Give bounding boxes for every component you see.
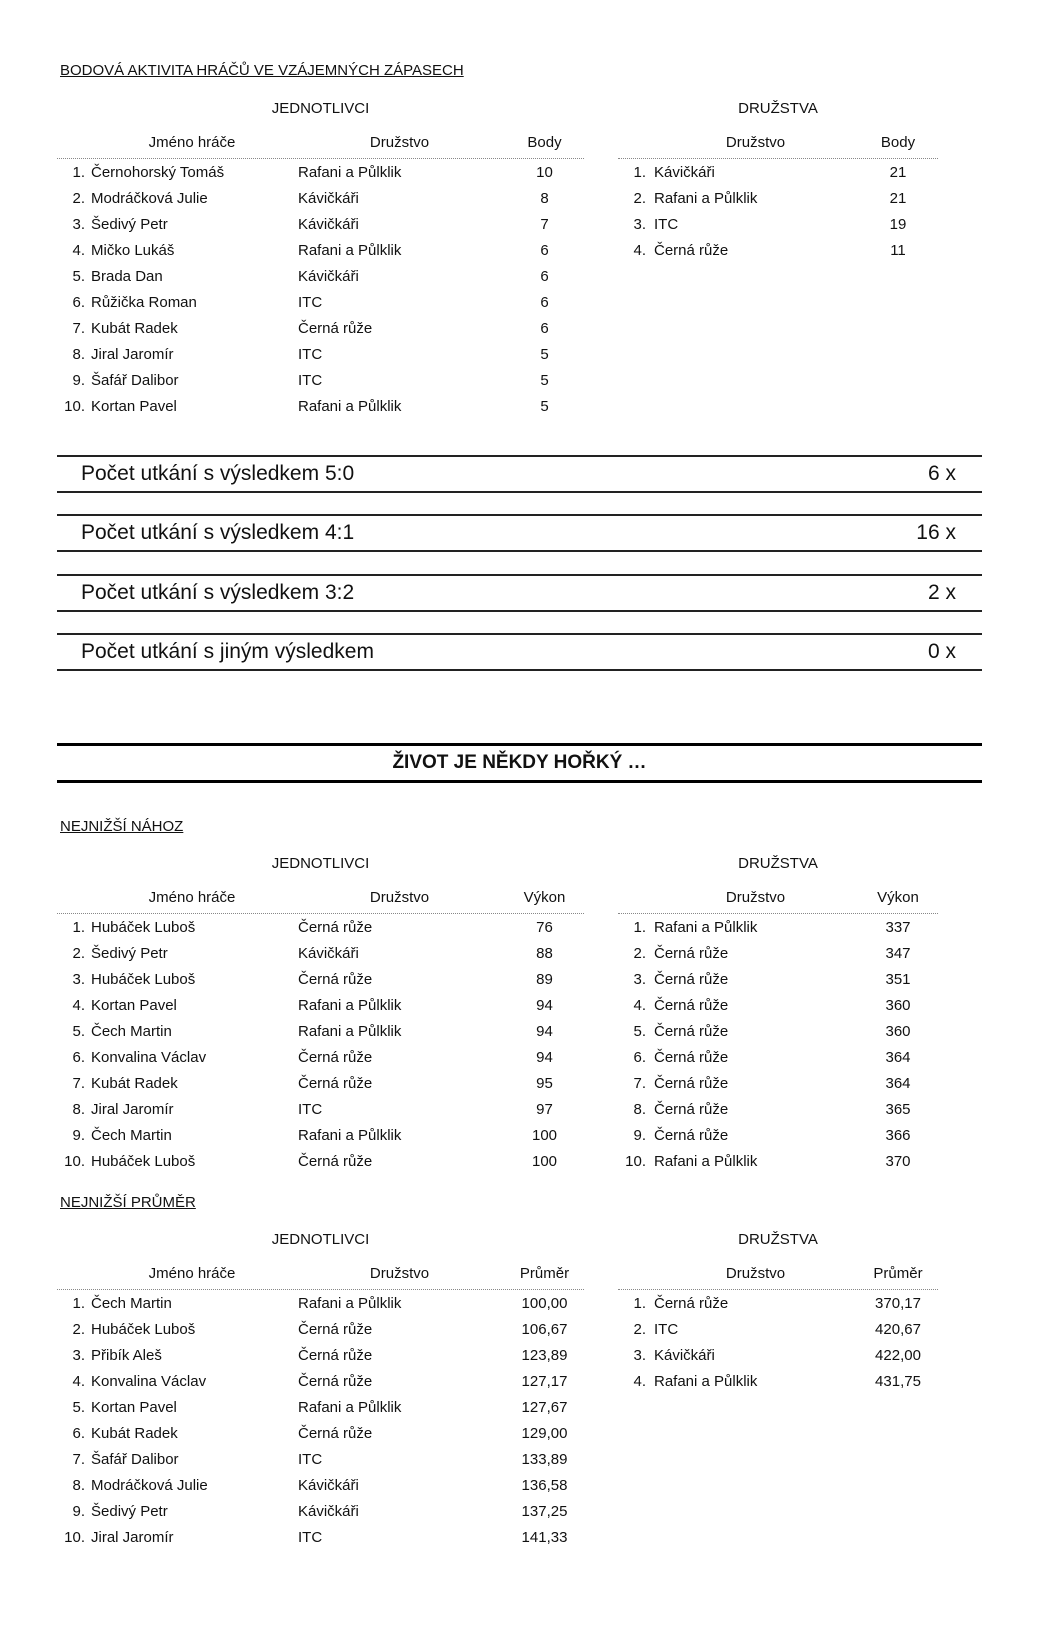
table-row	[57, 393, 584, 419]
team-name: Černá růže	[298, 919, 373, 936]
player-name: Přibík Aleš	[91, 1347, 162, 1364]
column-header: Jméno hráče	[148, 1265, 236, 1282]
table-row	[618, 1290, 938, 1316]
table-row	[57, 1122, 584, 1148]
rank: 6.	[72, 294, 85, 311]
value: 365	[885, 1101, 911, 1118]
player-name: Konvalina Václav	[91, 1373, 207, 1390]
rank: 4.	[72, 1373, 85, 1390]
column-header: Jméno hráče	[148, 889, 236, 906]
stat-row	[57, 633, 982, 671]
team-name: Černá růže	[654, 971, 729, 988]
rank: 8.	[72, 1101, 85, 1118]
player-name: Kubát Radek	[91, 320, 178, 337]
table-row	[57, 992, 584, 1018]
value: 5	[540, 346, 549, 363]
column-header: Body	[880, 134, 916, 151]
table-header	[618, 883, 938, 914]
team-name: Černá růže	[298, 1373, 373, 1390]
table-row	[57, 237, 584, 263]
team-name: Rafani a Půlklik	[654, 1373, 758, 1390]
table-row	[618, 1148, 938, 1174]
value: 133,89	[521, 1451, 568, 1468]
rank: 1.	[72, 1295, 85, 1312]
rank: 2.	[72, 190, 85, 207]
rank: 5.	[633, 1023, 646, 1040]
player-name: Šedivý Petr	[91, 945, 168, 962]
team-name: Černá růže	[654, 1075, 729, 1092]
table-row	[618, 1044, 938, 1070]
team-name: Kávičkáři	[298, 945, 359, 962]
table-row	[57, 1394, 584, 1420]
table-row	[618, 992, 938, 1018]
table-row	[57, 1316, 584, 1342]
rank: 10.	[64, 1153, 85, 1170]
team-name: ITC	[298, 294, 323, 311]
value: 360	[885, 997, 911, 1014]
player-name: Čech Martin	[91, 1295, 172, 1312]
rank: 9.	[72, 372, 85, 389]
rank: 1.	[72, 919, 85, 936]
team-name: Černá růže	[654, 945, 729, 962]
value: 370,17	[875, 1295, 921, 1312]
rank: 3.	[633, 1347, 646, 1364]
team-name: Rafani a Půlklik	[298, 997, 402, 1014]
rank: 6.	[72, 1049, 85, 1066]
table-row	[618, 1018, 938, 1044]
value: 21	[889, 190, 907, 207]
teams-table	[618, 883, 938, 1174]
rank: 2.	[72, 945, 85, 962]
value: 136,58	[521, 1477, 568, 1494]
value: 137,25	[521, 1503, 568, 1520]
team-name: ITC	[298, 1101, 323, 1118]
table-row	[57, 315, 584, 341]
rank: 3.	[633, 971, 646, 988]
team-name: Kávičkáři	[298, 190, 359, 207]
value: 6	[540, 268, 549, 285]
column-header: Průměr	[519, 1265, 570, 1282]
table-row	[57, 341, 584, 367]
value: 88	[536, 945, 553, 962]
rank: 4.	[633, 242, 646, 259]
column-header: Družstvo	[369, 134, 430, 151]
stat-value: 6 x	[927, 462, 956, 485]
table-row	[57, 1070, 584, 1096]
table-row	[618, 1070, 938, 1096]
value: 100,00	[521, 1295, 568, 1312]
rank: 5.	[72, 1023, 85, 1040]
table-row	[57, 263, 584, 289]
section-banner	[57, 743, 982, 783]
team-name: Rafani a Půlklik	[298, 1295, 402, 1312]
rank: 2.	[633, 945, 646, 962]
rank: 3.	[72, 971, 85, 988]
rank: 8.	[72, 346, 85, 363]
table-header	[618, 1259, 938, 1290]
table-row	[57, 940, 584, 966]
value: 141,33	[521, 1529, 568, 1546]
team-name: Rafani a Půlklik	[654, 1153, 758, 1170]
teams-table	[618, 128, 938, 263]
player-name: Hubáček Luboš	[91, 919, 196, 936]
section-title-lowest-average: NEJNIŽŠÍ PRŮMĚR	[60, 1194, 196, 1211]
column-header: Výkon	[523, 889, 566, 906]
value: 127,67	[521, 1399, 568, 1416]
player-name: Kortan Pavel	[91, 997, 177, 1014]
team-name: Černá růže	[298, 1425, 373, 1442]
team-name: ITC	[298, 346, 323, 363]
team-name: Rafani a Půlklik	[298, 1399, 402, 1416]
table-row	[618, 1368, 938, 1394]
rank: 5.	[72, 1399, 85, 1416]
value: 5	[540, 372, 549, 389]
value: 360	[885, 1023, 911, 1040]
player-name: Šedivý Petr	[91, 216, 168, 233]
table-row	[57, 966, 584, 992]
table-row	[57, 1368, 584, 1394]
player-name: Čech Martin	[91, 1127, 172, 1144]
rank: 1.	[633, 1295, 646, 1312]
value: 422,00	[875, 1347, 921, 1364]
stat-row	[57, 574, 982, 612]
stat-label: Počet utkání s jiným výsledkem	[81, 640, 374, 663]
teams-heading: DRUŽSTVA	[738, 855, 818, 872]
value: 10	[536, 164, 553, 181]
individuals-heading: JEDNOTLIVCI	[271, 855, 370, 872]
table-row	[57, 367, 584, 393]
team-name: Černá růže	[298, 971, 373, 988]
value: 6	[540, 242, 549, 259]
player-name: Kortan Pavel	[91, 1399, 177, 1416]
team-name: ITC	[654, 216, 679, 233]
team-name: Černá růže	[654, 1127, 729, 1144]
table-row	[618, 1096, 938, 1122]
team-name: Rafani a Půlklik	[654, 190, 758, 207]
table-row	[57, 1018, 584, 1044]
player-name: Černohorský Tomáš	[91, 164, 225, 181]
column-header: Průměr	[873, 1265, 923, 1282]
player-name: Čech Martin	[91, 1023, 172, 1040]
individuals-heading: JEDNOTLIVCI	[271, 100, 370, 117]
value: 106,67	[521, 1321, 568, 1338]
player-name: Mičko Lukáš	[91, 242, 175, 259]
rank: 1.	[633, 919, 646, 936]
player-name: Hubáček Luboš	[91, 1153, 196, 1170]
value: 370	[885, 1153, 911, 1170]
value: 123,89	[521, 1347, 568, 1364]
rank: 5.	[72, 268, 85, 285]
team-name: Černá růže	[654, 1049, 729, 1066]
stat-label: Počet utkání s výsledkem 3:2	[81, 581, 355, 604]
stat-value: 2 x	[927, 581, 956, 604]
table-row	[57, 1290, 584, 1316]
table-row	[57, 1446, 584, 1472]
value: 94	[536, 1049, 553, 1066]
table-header	[57, 1259, 584, 1290]
rank: 9.	[633, 1127, 646, 1144]
player-name: Brada Dan	[91, 268, 163, 285]
player-name: Jiral Jaromír	[91, 1101, 174, 1118]
rank: 7.	[72, 320, 85, 337]
table-header	[57, 883, 584, 914]
table-row	[618, 1122, 938, 1148]
team-name: ITC	[298, 372, 323, 389]
team-name: Kávičkáři	[298, 1503, 359, 1520]
table-row	[618, 237, 938, 263]
value: 351	[885, 971, 911, 988]
value: 366	[885, 1127, 911, 1144]
rank: 10.	[64, 398, 85, 415]
player-name: Šafář Dalibor	[91, 372, 179, 389]
rank: 8.	[72, 1477, 85, 1494]
player-name: Kubát Radek	[91, 1075, 178, 1092]
player-name: Kubát Radek	[91, 1425, 178, 1442]
column-header: Družstvo	[725, 134, 786, 151]
player-name: Modráčková Julie	[91, 190, 208, 207]
value: 364	[885, 1075, 911, 1092]
value: 420,67	[875, 1321, 921, 1338]
table-row	[618, 159, 938, 185]
player-name: Hubáček Luboš	[91, 1321, 196, 1338]
table-row	[57, 1498, 584, 1524]
value: 364	[885, 1049, 911, 1066]
team-name: Černá růže	[654, 1023, 729, 1040]
individuals-heading: JEDNOTLIVCI	[271, 1231, 370, 1248]
table-row	[57, 211, 584, 237]
team-name: Rafani a Půlklik	[298, 1023, 402, 1040]
column-header: Družstvo	[725, 1265, 786, 1282]
rank: 4.	[72, 997, 85, 1014]
rank: 9.	[72, 1127, 85, 1144]
value: 6	[540, 320, 549, 337]
rank: 4.	[72, 242, 85, 259]
table-row	[618, 185, 938, 211]
team-name: Kávičkáři	[298, 1477, 359, 1494]
player-name: Šafář Dalibor	[91, 1451, 179, 1468]
column-header: Družstvo	[369, 889, 430, 906]
team-name: Černá růže	[654, 1295, 729, 1312]
column-header: Výkon	[877, 889, 919, 906]
table-row	[57, 1420, 584, 1446]
table-header	[57, 128, 584, 159]
rank: 10.	[64, 1529, 85, 1546]
rank: 6.	[72, 1425, 85, 1442]
team-name: Kávičkáři	[298, 268, 359, 285]
rank: 8.	[633, 1101, 646, 1118]
team-name: Kávičkáři	[654, 1347, 715, 1364]
value: 21	[889, 164, 907, 181]
stat-row	[57, 455, 982, 493]
stat-row	[57, 514, 982, 552]
player-name: Šedivý Petr	[91, 1503, 168, 1520]
value: 89	[536, 971, 553, 988]
table-row	[57, 914, 584, 940]
rank: 2.	[633, 190, 646, 207]
value: 94	[536, 1023, 553, 1040]
value: 7	[540, 216, 549, 233]
team-name: Kávičkáři	[654, 164, 715, 181]
rank: 3.	[633, 216, 646, 233]
value: 11	[890, 242, 906, 259]
table-row	[57, 289, 584, 315]
table-row	[57, 1524, 584, 1550]
value: 347	[885, 945, 911, 962]
team-name: ITC	[298, 1451, 323, 1468]
table-row	[618, 966, 938, 992]
team-name: Černá růže	[298, 1321, 373, 1338]
value: 76	[536, 919, 553, 936]
table-row	[57, 1472, 584, 1498]
value: 5	[540, 398, 549, 415]
table-row	[57, 159, 584, 185]
rank: 3.	[72, 1347, 85, 1364]
table-header	[618, 128, 938, 159]
table-row	[57, 1044, 584, 1070]
team-name: Kávičkáři	[298, 216, 359, 233]
team-name: ITC	[298, 1529, 323, 1546]
table-row	[57, 1342, 584, 1368]
value: 431,75	[875, 1373, 921, 1390]
column-header: Jméno hráče	[148, 134, 236, 151]
player-name: Konvalina Václav	[91, 1049, 207, 1066]
team-name: Rafani a Půlklik	[298, 242, 402, 259]
team-name: Černá růže	[298, 1049, 373, 1066]
value: 6	[540, 294, 549, 311]
value: 337	[885, 919, 911, 936]
value: 129,00	[521, 1425, 568, 1442]
player-name: Jiral Jaromír	[91, 1529, 174, 1546]
team-name: Rafani a Půlklik	[298, 1127, 402, 1144]
table-row	[57, 1096, 584, 1122]
value: 127,17	[521, 1373, 568, 1390]
rank: 7.	[633, 1075, 646, 1092]
table-row	[57, 1148, 584, 1174]
stat-label: Počet utkání s výsledkem 5:0	[81, 462, 355, 485]
teams-heading: DRUŽSTVA	[738, 1231, 818, 1248]
team-name: Černá růže	[654, 997, 729, 1014]
individuals-table	[57, 128, 584, 419]
column-header: Družstvo	[369, 1265, 430, 1282]
value: 100	[531, 1127, 558, 1144]
team-name: Černá růže	[298, 1153, 373, 1170]
stat-value: 0 x	[927, 640, 956, 663]
team-name: Černá růže	[298, 320, 373, 337]
individuals-table	[57, 1259, 584, 1550]
team-name: Černá růže	[654, 1101, 729, 1118]
team-name: Černá růže	[298, 1347, 373, 1364]
rank: 7.	[72, 1451, 85, 1468]
value: 19	[889, 216, 907, 233]
teams-table	[618, 1259, 938, 1394]
table-row	[618, 1316, 938, 1342]
table-row	[618, 914, 938, 940]
player-name: Jiral Jaromír	[91, 346, 174, 363]
table-row	[57, 185, 584, 211]
rank: 10.	[625, 1153, 646, 1170]
teams-heading: DRUŽSTVA	[738, 100, 818, 117]
player-name: Kortan Pavel	[91, 398, 177, 415]
value: 8	[540, 190, 549, 207]
column-header: Body	[527, 134, 562, 151]
team-name: ITC	[654, 1321, 679, 1338]
value: 100	[531, 1153, 558, 1170]
table-row	[618, 940, 938, 966]
table-row	[618, 211, 938, 237]
rank: 2.	[633, 1321, 646, 1338]
table-row	[618, 1342, 938, 1368]
rank: 2.	[72, 1321, 85, 1338]
team-name: Černá růže	[298, 1075, 373, 1092]
rank: 6.	[633, 1049, 646, 1066]
rank: 7.	[72, 1075, 85, 1092]
rank: 3.	[72, 216, 85, 233]
team-name: Černá růže	[654, 242, 729, 259]
stat-label: Počet utkání s výsledkem 4:1	[81, 521, 355, 544]
team-name: Rafani a Půlklik	[298, 398, 402, 415]
value: 94	[536, 997, 553, 1014]
rank: 4.	[633, 1373, 646, 1390]
rank: 1.	[633, 164, 646, 181]
section-title-lowest-throw: NEJNIŽŠÍ NÁHOZ	[60, 818, 184, 835]
player-name: Hubáček Luboš	[91, 971, 196, 988]
banner-text: ŽIVOT JE NĚKDY HOŘKÝ …	[392, 752, 647, 773]
rank: 4.	[633, 997, 646, 1014]
column-header: Družstvo	[725, 889, 786, 906]
rank: 1.	[72, 164, 85, 181]
value: 97	[536, 1101, 553, 1118]
individuals-table	[57, 883, 584, 1174]
player-name: Růžička Roman	[91, 294, 197, 311]
value: 95	[536, 1075, 553, 1092]
rank: 9.	[72, 1503, 85, 1520]
stat-value: 16 x	[916, 521, 956, 544]
team-name: Rafani a Půlklik	[298, 164, 402, 181]
player-name: Modráčková Julie	[91, 1477, 208, 1494]
section-title-point-activity: BODOVÁ AKTIVITA HRÁČŮ VE VZÁJEMNÝCH ZÁPASECH	[60, 62, 464, 79]
team-name: Rafani a Půlklik	[654, 919, 758, 936]
